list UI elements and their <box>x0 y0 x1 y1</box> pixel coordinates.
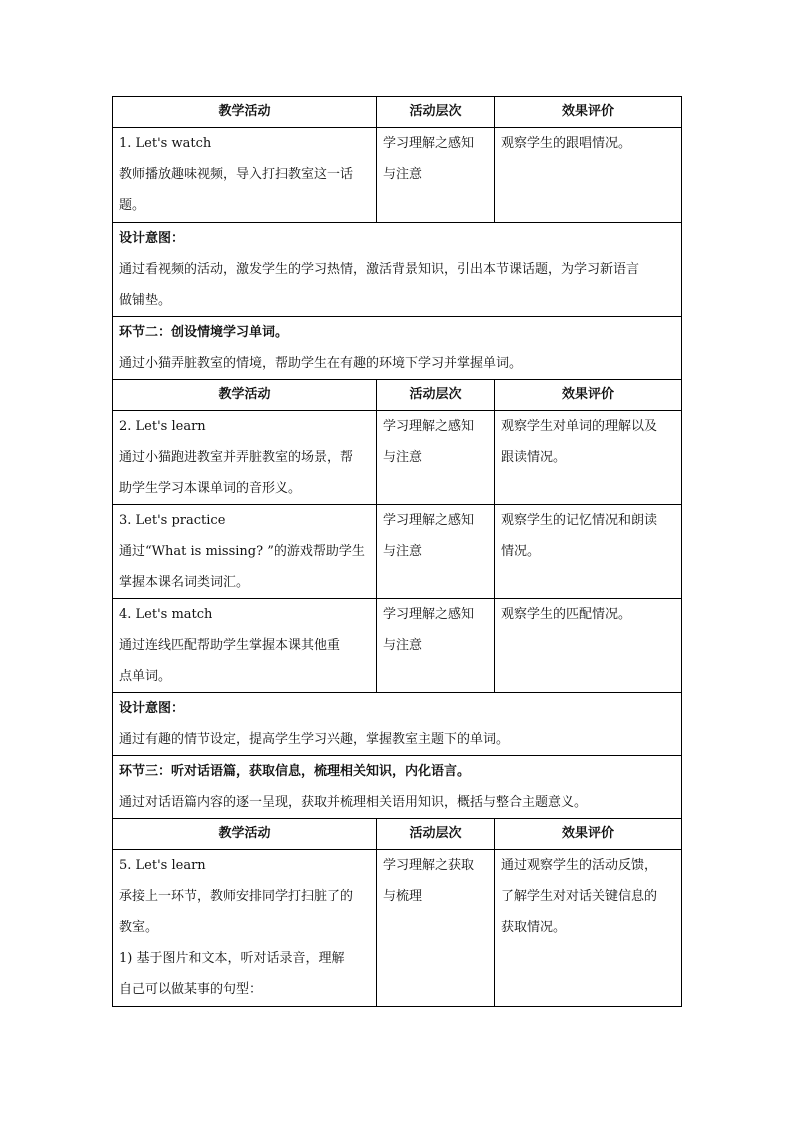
design-intent-label: 设计意图： <box>119 701 185 716</box>
design-intent-text: 做铺垫。 <box>119 293 172 308</box>
activity-title: 5. Let's learn <box>119 858 206 873</box>
header-evaluation: 效果评价 <box>495 97 682 128</box>
stage-row <box>113 756 682 819</box>
table-row <box>113 850 682 1007</box>
evaluation-text: 跟读情况。 <box>501 450 567 465</box>
table-row <box>113 505 682 599</box>
level-text: 与注意 <box>383 638 423 653</box>
level-text: 学习理解之感知 <box>383 513 475 528</box>
design-intent-text: 通过看视频的活动，激发学生的学习热情，激活背景知识，引出本节课话题，为学习新语言 <box>119 262 640 277</box>
level-cell <box>377 505 495 599</box>
stage-cell <box>113 317 682 380</box>
activity-text: 自己可以做某事的句型： <box>119 982 263 997</box>
evaluation-cell <box>495 599 682 693</box>
evaluation-text: 观察学生的记忆情况和朗读 <box>501 513 658 528</box>
level-cell <box>377 128 495 223</box>
header-evaluation: 效果评价 <box>495 380 682 411</box>
level-text: 学习理解之获取 <box>383 858 475 873</box>
activity-cell <box>113 411 377 505</box>
lesson-plan-table <box>112 96 682 1007</box>
activity-title: 3. Let's practice <box>119 513 226 528</box>
design-intent-row <box>113 693 682 756</box>
stage-description: 通过小猫弄脏教室的情境，帮助学生在有趣的环境下学习并掌握单词。 <box>119 356 523 371</box>
header-activity: 教学活动 <box>113 380 377 411</box>
activity-text: 通过连线匹配帮助学生掌握本课其他重 <box>119 638 341 653</box>
header-level: 活动层次 <box>377 819 495 850</box>
design-intent-row <box>113 223 682 317</box>
activity-text: 教室。 <box>119 920 159 935</box>
stage-title: 环节三：听对话语篇，获取信息，梳理相关知识，内化语言。 <box>119 764 471 779</box>
level-text: 学习理解之感知 <box>383 419 475 434</box>
activity-text: 掌握本课名词类词汇。 <box>119 575 250 590</box>
table-row <box>113 411 682 505</box>
evaluation-text: 获取情况。 <box>501 920 567 935</box>
activity-title: 2. Let's learn <box>119 419 206 434</box>
evaluation-text: 情况。 <box>501 544 541 559</box>
table-row <box>113 599 682 693</box>
evaluation-cell <box>495 850 682 1007</box>
header-activity: 教学活动 <box>113 819 377 850</box>
activity-text: 通过“What is missing? ”的游戏帮助学生 <box>119 544 365 559</box>
level-text: 与梳理 <box>383 889 423 904</box>
activity-cell <box>113 850 377 1007</box>
level-text: 学习理解之感知 <box>383 607 475 622</box>
level-cell <box>377 850 495 1007</box>
evaluation-cell <box>495 505 682 599</box>
header-level: 活动层次 <box>377 380 495 411</box>
evaluation-text: 了解学生对对话关键信息的 <box>501 889 658 904</box>
evaluation-text: 通过观察学生的活动反馈， <box>501 858 658 873</box>
header-activity: 教学活动 <box>113 97 377 128</box>
header-level: 活动层次 <box>377 97 495 128</box>
evaluation-cell <box>495 128 682 223</box>
stage-row <box>113 317 682 380</box>
table-header-row <box>113 380 682 411</box>
stage-title: 环节二：创设情境学习单词。 <box>119 325 289 340</box>
evaluation-cell <box>495 411 682 505</box>
activity-cell <box>113 505 377 599</box>
level-cell <box>377 599 495 693</box>
table-header-row <box>113 819 682 850</box>
activity-text: 承接上一环节，教师安排同学打扫脏了的 <box>119 889 354 904</box>
level-text: 与注意 <box>383 450 423 465</box>
evaluation-text: 观察学生对单词的理解以及 <box>501 419 658 434</box>
design-intent-label: 设计意图： <box>119 231 185 246</box>
table-header-row <box>113 97 682 128</box>
activity-cell <box>113 599 377 693</box>
level-cell <box>377 411 495 505</box>
activity-text: 题。 <box>119 198 146 213</box>
design-intent-cell <box>113 223 682 317</box>
activity-text: 通过小猫跑进教室并弄脏教室的场景，帮 <box>119 450 354 465</box>
activity-title: 1. Let's watch <box>119 136 212 151</box>
design-intent-text: 通过有趣的情节设定，提高学生学习兴趣，掌握教室主题下的单词。 <box>119 732 510 747</box>
evaluation-text: 观察学生的跟唱情况。 <box>501 136 632 151</box>
activity-text: 点单词。 <box>119 669 172 684</box>
activity-text: 教师播放趣味视频，导入打扫教室这一话 <box>119 167 354 182</box>
level-text: 与注意 <box>383 167 423 182</box>
level-text: 与注意 <box>383 544 423 559</box>
header-evaluation: 效果评价 <box>495 819 682 850</box>
evaluation-text: 观察学生的匹配情况。 <box>501 607 632 622</box>
activity-text: 助学生学习本课单词的音形义。 <box>119 481 302 496</box>
level-text: 学习理解之感知 <box>383 136 475 151</box>
activity-cell <box>113 128 377 223</box>
stage-cell <box>113 756 682 819</box>
design-intent-cell <box>113 693 682 756</box>
activity-text: 1) 基于图片和文本，听对话录音，理解 <box>119 951 345 966</box>
activity-title: 4. Let's match <box>119 607 213 622</box>
stage-description: 通过对话语篇内容的逐一呈现，获取并梳理相关语用知识，概括与整合主题意义。 <box>119 795 588 810</box>
table-row <box>113 128 682 223</box>
